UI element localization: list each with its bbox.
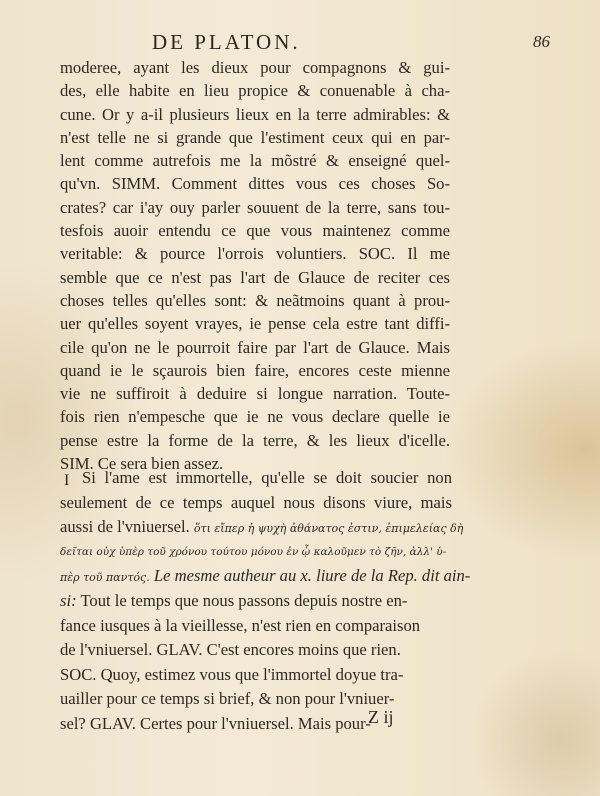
- text-line: cune. Or y a-il plusieurs lieux en la terre admirables: &: [60, 104, 450, 124]
- text-line: des, elle habite en lieu propice & conuenable à cha-: [60, 81, 450, 101]
- note-marker: I: [64, 472, 70, 489]
- signature-mark: Z ij: [368, 707, 394, 727]
- note-text: aussi de l'vniuersel.: [60, 517, 190, 537]
- text-line: tesfois auoir entendu ce que vous maintenez comme: [60, 221, 450, 241]
- greek-quote: ὅτι εἴπερ ἡ ψυχὴ ἀθάνατος ἐστιν, ἐπιμελείας δὴ: [193, 522, 464, 536]
- note-line: de l'vniuersel. GLAV. C'est encores moins que rien.: [60, 640, 401, 660]
- text-line: fois rien n'empesche que ie ne vous declare quelle ie: [60, 407, 450, 427]
- running-head: DE PLATON.: [152, 30, 301, 54]
- text-line: pense estre la forme de la terre, & les lieux d'icelle.: [60, 430, 450, 450]
- text-line: SIM. Ce sera bien assez.: [60, 454, 224, 474]
- text-line: vie ne suffiroit à deduire si longue narration. Toute-: [60, 384, 450, 404]
- text-line: moderee, ayant les dieux pour compagnons & gui-: [60, 58, 450, 77]
- text-line: uer qu'elles soyent vrayes, ie pense cela estre tant diffi-: [60, 314, 450, 334]
- greek-quote: πὲρ τοῦ παντός.: [60, 571, 150, 585]
- note-line: Si l'ame est immortelle, qu'elle se doit soucier non: [82, 468, 452, 487]
- annotation-block: [60, 466, 471, 737]
- note-line: [60, 515, 464, 540]
- text-line: choses telles qu'elles sont: & neãtmoins quant à prou-: [60, 290, 450, 310]
- note-line: sel? GLAV. Certes pour l'vniuersel. Mais pour-: [60, 713, 371, 733]
- note-line: fance iusques à la vieillesse, n'est rien en comparaison: [60, 615, 421, 635]
- page-header: [0, 30, 600, 58]
- note-line: [60, 564, 471, 589]
- citation-italic: si:: [60, 590, 77, 610]
- text-line: quand ie le sçaurois bien faire, encores ceste mienne: [60, 360, 450, 380]
- note-line: SOC. Quoy, estimez vous que l'immortel doyue tra-: [60, 664, 404, 684]
- citation-italic: Le mesme autheur au x. liure de la Rep. dit ain-: [153, 566, 471, 586]
- note-line: seulement de ce temps auquel nous disons viure, mais: [60, 492, 452, 512]
- text-line: crates? car i'ay ouy parler souuent de la terre, sans tou-: [60, 197, 450, 217]
- text-line: veritable: & pource l'orrois voluntiers. SOC. Il me: [60, 244, 450, 264]
- greek-quote-line: δεῖται οὐχ ὑπὲρ τοῦ χρόνου τούτου μόνου ἐν ᾧ καλοῦμεν τὸ ζῆν, ἀλλ' ὑ-: [60, 545, 447, 558]
- note-line: [60, 589, 452, 614]
- page-number: 86: [533, 32, 550, 51]
- text-line: qu'vn. SIMM. Comment dittes vous ces choses So-: [60, 174, 450, 194]
- main-text-block: [60, 56, 450, 475]
- text-line: lent comme autrefois me la mõstré & enseigné quel-: [60, 151, 450, 171]
- text-line: semble que ce n'est pas l'art de Glauce de reciter ces: [60, 267, 450, 287]
- note-line: uailler pour ce temps si brief, & non pour l'vniuer-: [60, 689, 395, 709]
- text-line: cile qu'on ne le pourroit faire par l'art de Glauce. Mais: [60, 337, 450, 357]
- note-text: Tout le temps que nous passons depuis nostre en-: [80, 590, 408, 610]
- text-line: n'est telle ne si grande que l'estiment ceux qui en par-: [60, 127, 450, 147]
